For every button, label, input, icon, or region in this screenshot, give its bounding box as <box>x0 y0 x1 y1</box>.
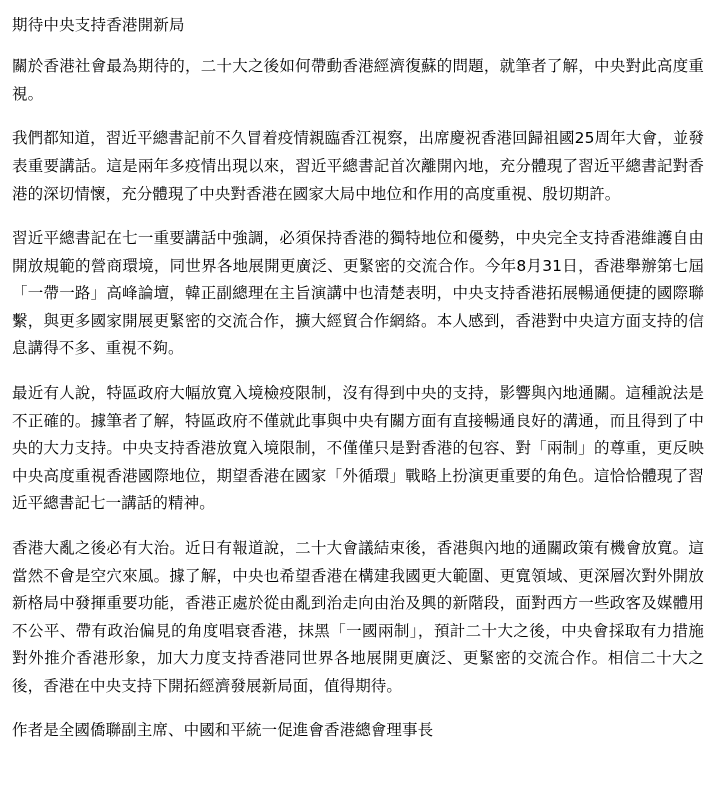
article-paragraph: 關於香港社會最為期待的，二十大之後如何帶動香港經濟復蘇的問題，就筆者了解，中央對此高度重視。 <box>12 57 704 103</box>
article-title: 期待中央支持香港開新局 <box>12 16 185 34</box>
article-paragraph: 香港大亂之後必有大治。近日有報道說，二十大會議結束後，香港與內地的通關政策有機會放寬。這當然不會是空穴來風。據了解，中央也希望香港在構建我國更大範圍、更寬領域、更深層次對外開放新格局中發揮重要功能，香港正處於從由亂到治走向由治及興的新階段，面對西方一些政客及媒體用不公平、帶有政治偏見的角度唱衰香港，抹黑「一國兩制」，預計二十大之後，中央會採取有力措施對外推介香港形象，加大力度支持香港同世界各地展開更廣泛、更緊密的交流合作。相信二十大之後，香港在中央支持下開拓經濟發展新局面，值得期待。 <box>12 538 704 695</box>
article-paragraph: 我們都知道，習近平總書記前不久冒着疫情親臨香江視察，出席慶祝香港回歸祖國25周年大會，並發表重要講話。這是兩年多疫情出現以來，習近平總書記首次離開內地，充分體現了習近平總書記對香港的深切情懷，充分體現了中央對香港在國家大局中地位和作用的高度重視、殷切期許。 <box>12 129 704 203</box>
article-byline: 作者是全國僑聯副主席、中國和平統一促進會香港總會理事長 <box>12 721 434 740</box>
article-paragraph: 最近有人說，特區政府大幅放寬入境檢疫限制，沒有得到中央的支持，影響與內地通關。這種說法是不正確的。據筆者了解，特區政府不僅就此事與中央有關方面有直接暢通良好的溝通，而且得到了中央的大力支持。中央支持香港放寬入境限制，不僅僅只是對香港的包容、對「兩制」的尊重，更反映中央高度重視香港國際地位，期望香港在國家「外循環」戰略上扮演更重要的角色。這恰恰體現了習近平總書記七一講話的精神。 <box>12 384 704 513</box>
article-paragraph: 習近平總書記在七一重要講話中強調，必須保持香港的獨特地位和優勢，中央完全支持香港維護自由開放規範的營商環境，同世界各地展開更廣泛、更緊密的交流合作。今年8月31日，香港舉辦第七屆「一帶一路」高峰論壇，韓正副總理在主旨演講中也清楚表明，中央支持香港拓展暢通便捷的國際聯繫，與更多國家開展更緊密的交流合作，擴大經貿合作網絡。本人感到，香港對中央這方面支持的信息講得不多、重視不夠。 <box>12 229 704 358</box>
